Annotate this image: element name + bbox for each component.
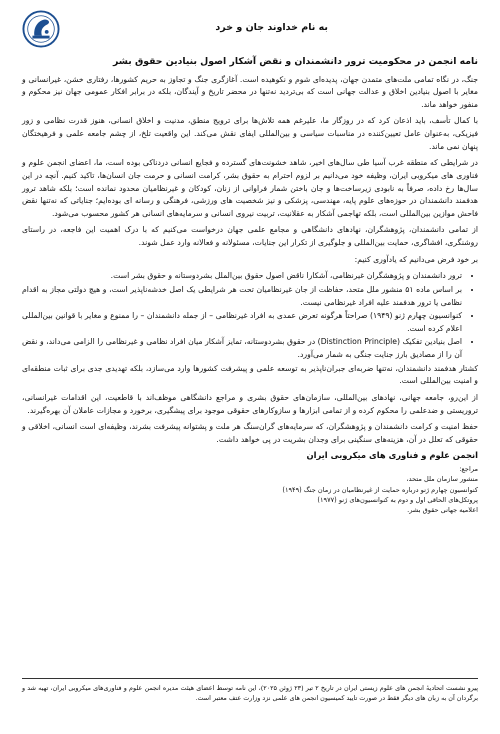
microbiology-society-seal-icon bbox=[22, 10, 60, 48]
signature-society-name: انجمن علوم و فناوری های میکروبی ایران bbox=[306, 450, 478, 461]
paragraph-military-power: با کمال تأسف، باید اذعان کرد که در روزگار ما، علیرغم همه تلاش‌ها برای ترویج منطق، مدنیت و اخلاق انسانی، هنوز قدرت نظامی و زور فیزیکی، به‌عنوان عامل تعیین‌کننده در مناسبات سیاسی و بین‌المللی ایفای نقش می‌کند. این واقعیت تلخ، از چشم جامعه علمی و فرهیختگان پنهان نمی ماند. bbox=[22, 116, 478, 151]
letter-header bbox=[22, 10, 478, 46]
reference-item: کنوانسیون چهارم ژنو درباره حمایت از غیرنظامیان در زمان جنگ (۱۹۴۹) bbox=[282, 485, 478, 494]
reference-item: پروتکل‌های الحاقی اول و دوم به کنوانسیون‌های ژنو (۱۹۷۷) bbox=[317, 495, 478, 504]
paragraph-targeted-killing: کشتار هدفمند دانشمندان، نه‌تنها ضربه‌ای جبران‌ناپذیر به توسعه علمی و پیشرفت کشورها وارد می‌سازد، بلکه تهدیدی جدی برای ثبات منطقه‌ای و امنیت بین‌المللی است. bbox=[22, 363, 478, 386]
paragraph-protect-scientists: حفظ امنیت و کرامت دانشمندان و پژوهشگران، که سرمایه‌های گران‌سنگ هر ملت و پشتوانه پیشرفت بشرند، وظیفه‌ای است انسانی، اخلاقی و حقوقی که تعلل در آن، هزینه‌های سنگینی برای وجدان بشریت در پی خواهد داشت. bbox=[22, 422, 478, 444]
letter-title: نامه انجمن در محکومیت ترور دانشمندان و نقض آشکار اصول بنیادین حقوق بشر bbox=[113, 56, 478, 67]
reference-item: اعلامیه جهانی حقوق بشر. bbox=[407, 506, 478, 515]
paragraph-reminder-intro: بر خود فرض می‌دانیم که یادآوری کنیم: bbox=[354, 254, 478, 264]
paragraph-region-violence: در شرایطی که منطقه غرب آسیا طی سال‌های اخیر، شاهد خشونت‌های گسترده و فجایع انسانی دردناکی بوده است، ما، اعضای انجمن علوم و فناوری های میکروبی ایران، وظیفه خود می‌دانیم بر لزوم احترام به حقوق بشر، کرامت انسانی و حرمت جان انسان‌ها، تاکید کنیم. آنچه در این سال‌ها رخ داده، صرفاً به نابودی زیرساخت‌ها و جان باختن شمار فراوانی از زنان، کودکان و غیرنظامیان محدود نمانده است؛ بلکه شاهد ترور هدفمند دانشمندان در حوزه‌های علوم پایه، مهندسی، پزشکی و نیز شخصیت های ورزشی، فرهنگی و رسانه ای بوده‌ایم؛ جنایاتی که نه‌تنها نقض فاحش موازین بین‌المللی است، بلکه تهاجمی آشکار به عقلانیت، تربیت نیروی انسانی و سرمایه‌های انسانی هر کشور محسوب می‌شود. bbox=[22, 158, 478, 218]
footnote: پیرو نشست اتحادیهٔ انجمن های علوم زیستی ایران در تاریخ ۲ تیر (۲۳ ژوئن ۲۰۲۵)، این نامه توسط اعضای هیئت مدیره انجمن علوم و فناوری‌های میکروبی ایران، تهیه شد و برگردان آن به زبان های دیگر فقط در صورت تایید کمیسیون انجمن های علمی نزد وزارت عتف معتبر است. bbox=[22, 678, 478, 704]
paragraph-call-to-action: از تمامی دانشمندان، پژوهشگران، نهادهای دانشگاهی و مجامع علمی جهان درخواست می‌کنیم که با درک اهمیت این فاجعه، در راستای روشنگری، افشاگری، حمایت بین‌المللی و جلوگیری از تکرار این جنایات، مسئولانه و فعالانه وارد عمل شوند. bbox=[22, 225, 478, 248]
legal-points-list bbox=[22, 270, 478, 361]
list-item: • کنوانسیون چهارم ژنو (۱۹۴۹) صراحتاً هرگونه تعرض عمدی به افراد غیرنظامی – از جمله دانشمندان – را ممنوع و مغایر با قوانین بین‌المللی اعلام کرده است. bbox=[22, 310, 462, 335]
references-list bbox=[22, 474, 478, 515]
reference-item: منشور سازمان ملل متحد، bbox=[406, 475, 478, 484]
invocation-heading: به نام خداوند جان و خرد bbox=[215, 22, 328, 33]
paragraph-war: جنگ، در نگاه تمامی ملت‌های متمدن جهان، پدیده‌ای شوم و نکوهیده است. آغازگری جنگ و تجاوز به حریم کشورها، رفتاری خشن، غیرانسانی و مغایر با اصول بنیادین اخلاق و عدالت جهانی است که بی‌تردید نه‌تنها در محضر تاریخ و آیندگان، بلکه در برابر افکار عمومی جهان نیز محکوم و منفور خواهد ماند. bbox=[22, 74, 478, 109]
list-item: • بر اساس ماده ۵۱ منشور ملل متحد، حفاظت از جان غیرنظامیان تحت هر شرایطی یک اصل خدشه‌ناپذیر است، و هیچ دولتی مجاز به اقدام نظامی یا ترور هدفمند علیه افراد غیرنظامی نیست. bbox=[22, 284, 462, 309]
paragraph-global-duty: از این‌رو، جامعه جهانی، نهادهای بین‌المللی، سازمان‌های حقوق بشری و مراجع دانشگاهی موظف‌اند با قاطعیت، این اقدامات غیرانسانی، تروریستی و ضدعلمی را محکوم کرده و از تمامی ابزارها و سازوکارهای حقوقی موجود برای پیشگیری، برخورد و مجازات عاملان آن بهره‌گیرند. bbox=[22, 392, 478, 415]
list-item: • اصل بنیادین تفکیک (Distinction Principle) در حقوق بشردوستانه، تمایز آشکار میان افراد نظامی و غیرنظامی را الزامی می‌داند، و نقض آن را از مصادیق بارز جنایت جنگی به شمار می‌آورد. bbox=[22, 336, 462, 361]
list-item: • ترور دانشمندان و پژوهشگران غیرنظامی، آشکارا ناقض اصول حقوق بین‌الملل بشردوستانه و حقوق بشر است. bbox=[22, 270, 462, 283]
references-label: مراجع: bbox=[459, 465, 478, 474]
